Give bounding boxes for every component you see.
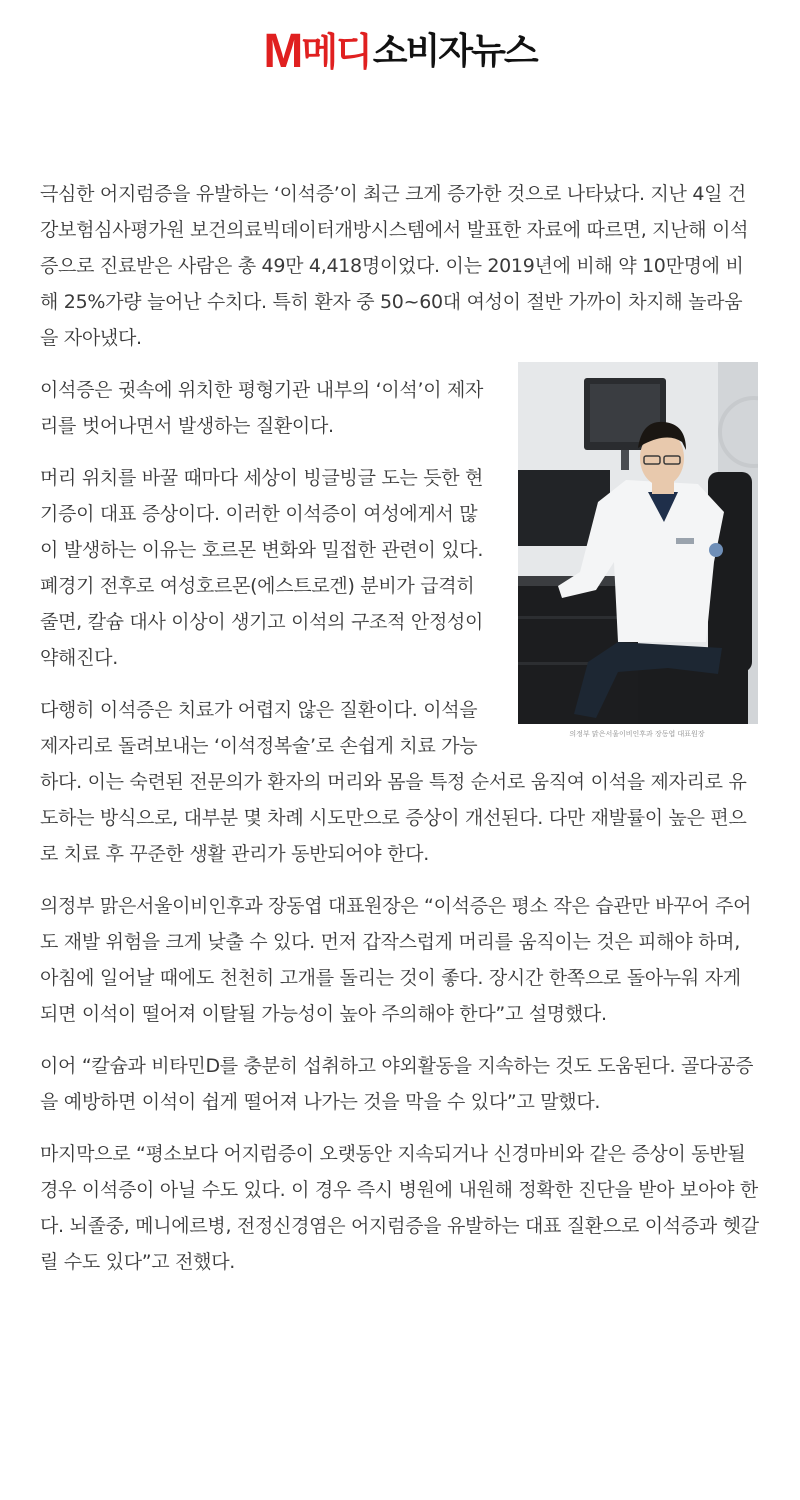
article-photo-figure bbox=[514, 362, 760, 740]
article-paragraph-1: 극심한 어지럼증을 유발하는 ‘이석증’이 최근 크게 증가한 것으로 나타났다. 지난 4일 건강보험심사평가원 보건의료빅데이터개방시스템에서 발표한 자료에 따르면, 지난해 이석증으로 진료받은 사람은 총 49만 4,418명이었다. 이는 2019년에 비해 약 10만명에 비해 25%가량 늘어난 수치다. 특히 환자 중 50~60대 여성이 절반 가까이 차지해 놀라움을 자아냈다. bbox=[40, 183, 749, 349]
doctor-photo bbox=[518, 362, 758, 724]
doctor-photo-illustration bbox=[518, 362, 758, 724]
article-paragraph-5: 의정부 맑은서울이비인후과 장동엽 대표원장은 “이석증은 평소 작은 습관만 바꾸어 주어도 재발 위험을 크게 낮출 수 있다. 먼저 갑작스럽게 머리를 움직이는 것은 피해야 하며, 아침에 일어날 때에도 천천히 고개를 돌리는 것이 좋다. 장시간 한쪽으로 돌아누워 자게 되면 이석이 떨어져 이탈될 가능성이 높아 주의해야 한다”고 설명했다. bbox=[40, 895, 752, 1025]
article-body bbox=[40, 176, 760, 1296]
logo-m: M bbox=[263, 25, 302, 78]
article-paragraph-6: 이어 “칼슘과 비타민D를 충분히 섭취하고 야외활동을 지속하는 것도 도움된다. 골다공증을 예방하면 이석이 쉽게 떨어져 나가는 것을 막을 수 있다”고 말했다. bbox=[40, 1055, 754, 1113]
masthead bbox=[0, 22, 800, 82]
logo-consumer-news: 소비자뉴스 bbox=[372, 31, 537, 72]
article-paragraph-3: 머리 위치를 바꿀 때마다 세상이 빙글빙글 도는 듯한 현기증이 대표 증상이다. 이러한 이석증이 여성에게서 많이 발생하는 이유는 호르몬 변화와 밀접한 관련이 있다. 폐경기 전후로 여성호르몬(에스트로겐) 분비가 급격히 줄면, 칼슘 대사 이상이 생기고 이석의 구조적 안정성이 약해진다. bbox=[40, 467, 484, 669]
article-paragraph-7: 마지막으로 “평소보다 어지럼증이 오랫동안 지속되거나 신경마비와 같은 증상이 동반될 경우 이석증이 아닐 수도 있다. 이 경우 즉시 병원에 내원해 정확한 진단을 받아 보아야 한다. 뇌졸중, 메니에르병, 전정신경염은 어지럼증을 유발하는 대표 질환으로 이석증과 헷갈릴 수도 있다”고 전했다. bbox=[40, 1143, 759, 1273]
photo-caption: 의정부 맑은서울이비인후과 장동엽 대표원장 bbox=[569, 730, 705, 738]
article-paragraph-2: 이석증은 귓속에 위치한 평형기관 내부의 ‘이석’이 제자리를 벗어나면서 발생하는 질환이다. bbox=[40, 379, 484, 437]
logo-medi: 메디 bbox=[301, 30, 371, 74]
article-paragraph-4: 다행히 이석증은 치료가 어렵지 않은 질환이다. 이석을 제자리로 돌려보내는 ‘이석정복술’로 손쉽게 치료 가능하다. 이는 숙련된 전문의가 환자의 머리와 몸을 특정 순서로 움직여 이석을 제자리로 유도하는 방식으로, 대부분 몇 차례 시도만으로 증상이 개선된다. 다만 재발률이 높은 편으로 치료 후 꾸준한 생활 관리가 동반되어야 한다. bbox=[40, 699, 747, 865]
site-logo[interactable] bbox=[263, 25, 537, 78]
